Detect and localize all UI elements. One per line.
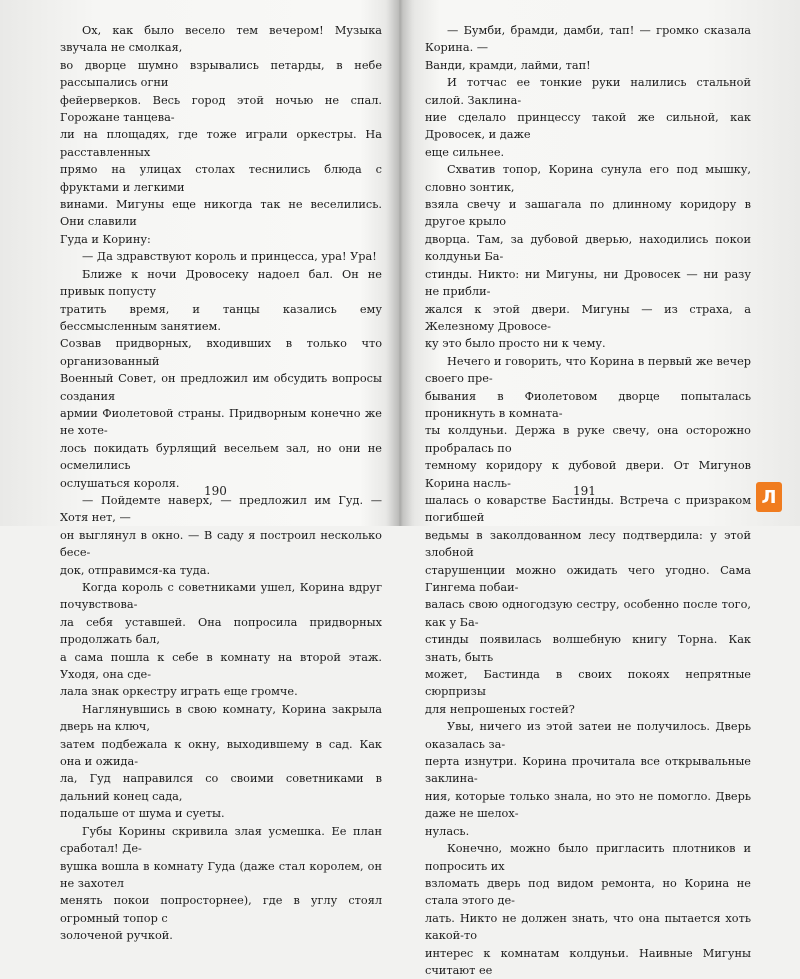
paragraph: Конечно, можно было пригласить плотников и попросить их взломать дверь под видом ремонта, но Корина не стала этого де- лать. Никто не должен знать, что она пытается хоть какой-то интерес к комнатам колдуньи. Наивные Мигуны считают ее: [425, 842, 751, 977]
paragraph: Губы Корины скривила злая усмешка. Ее план сработал! Де- вушка вошла в комнату Гуда (даже стал королем, он не захотел менять покои попросторнее), где в углу стоял огромный топор с золоченой ручкой.: [60, 824, 382, 943]
paragraph: Ох, как было весело тем вечером! Музыка звучала не смолкая, во дворце шумно взрывались петарды, в небе рассыпались огни фейерверков. Весь город этой ночью не спал. Горожане танцева- ли на площадях, где тоже играли оркестры. На расставленных прямо на улицах столах теснились блюда с фруктами и легкими винами. Мигуны еще никогда так не веселились. Они славили Гуда и Корину:: [60, 24, 382, 246]
paragraph: Нечего и говорить, что Корина в первый же вечер своего пре- бывания в Фиолетовом дворце попыталась проникнуть в комната- ты колдуньи. Держа в руке свечу, она осторожно пробралась по темному коридору к дубовой двери. От Мигунов Корина насль- шалась о коварстве Бастинды. Встреча с призраком погибшей ведьмы в заколдованном лесу подтвердила: у этой злобной старушенции можно ожидать чего угодно. Сама Гингема побаи- валась свою одногодзую сестру, особенно после того, как у Ба- стинды появилась волшебную книгу Торна. Как знать, быть может, Бастинда в своих покоях непрятные сюрпризы для непрошеных гостей?: [425, 354, 751, 716]
left-page: [60, 22, 382, 943]
publisher-logo-icon: Л: [756, 482, 782, 512]
paragraph: Наглянувшись в свою комнату, Корина закрыла дверь на ключ, затем подбежала к окну, выходившему в сад. Как она и ожида- ла, Гуд направился со своими советниками в дальний конец сада, подальше от шума и суеты.: [60, 702, 382, 821]
paragraph: Ближе к ночи Дровосеку надоел бал. Он не привык попусту тратить время, и танцы казались ему бессмысленным занятием. Созвав придворных, входивших в только что организованный Военный Совет, он предложил им обсудить вопросы создания армии Фиолетовой страны. Придворным конечно же не хоте- лось покидать бурлящий весельем зал, но они не осмелились ослушаться короля.: [60, 267, 382, 490]
paragraph: Когда король с советниками ушел, Корина вдруг почувствова- ла себя уставшей. Она попросила придворных продолжать бал, а сама пошла к себе в комнату на второй этаж. Уходя, она сде- лала знак оркестру играть еще громче.: [60, 581, 382, 699]
page-number-left: 190: [204, 484, 227, 498]
right-page: [425, 22, 751, 977]
paragraph: Схватив топор, Корина сунула его под мышку, словно зонтик, взяла свечу и зашагала по длинному коридору в другое крыло дворца. Там, за дубовой дверью, находились покои колдуньи Ба- стинды. Никто: ни Мигуны, ни Дровосек — ни разу не прибли- жался к этой двери. Мигуны — из страха, а Железному Дровосе- ку это было просто ни к чему.: [425, 163, 751, 351]
page-number-right: 191: [573, 484, 596, 498]
paragraph: — Бумби, брамди, дамби, тап! — громко сказала Корина. — Ванди, крамди, лайми, тап!: [425, 24, 751, 72]
paragraph: — Пойдемте наверх, — предложил им Гуд. — Хотя нет, — он выглянул в окно. — В саду я построил несколько бесе- док, отправимся-ка туда.: [60, 493, 382, 577]
paragraph: — Да здравствуют король и принцесса, ура! Ура!: [82, 250, 377, 264]
paragraph: И тотчас ее тонкие руки налились стальной силой. Заклина- ние сделало принцессу такой же сильной, как Дровосек, и даже еще сильнее.: [425, 76, 751, 159]
book-gutter: [385, 0, 415, 526]
paragraph: Увы, ничего из этой затеи не получилось. Дверь оказалась за- перта изнутри. Корина прочитала все открывальные заклина- ния, которые только знала, но это не помогло. Дверь даже не шелох- нулась.: [425, 720, 751, 838]
